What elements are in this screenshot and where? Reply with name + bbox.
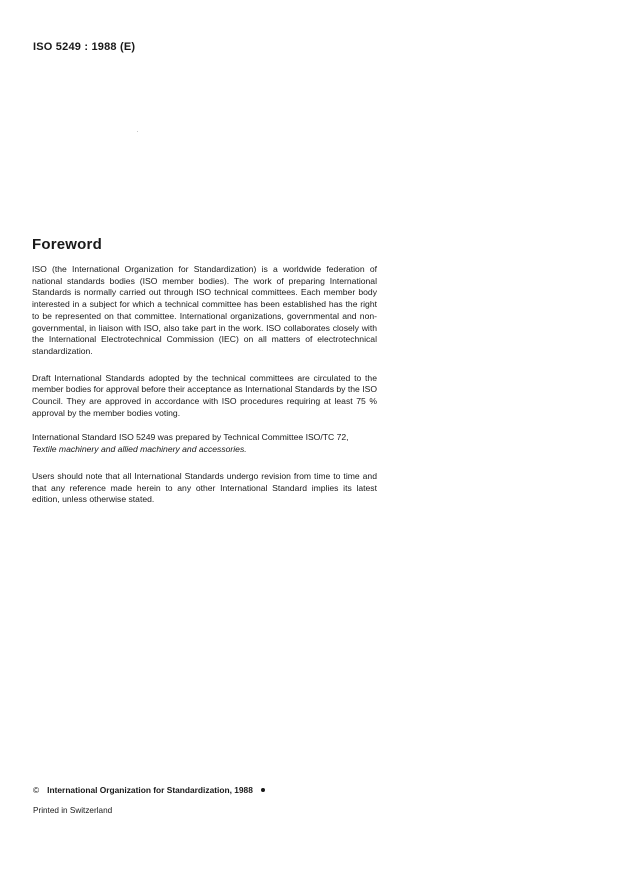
foreword-body (32, 264, 377, 521)
foreword-paragraph-4: Users should note that all International Standards undergo revision from time to time and that any reference made herein to any other International Standard implies its latest edition, unless otherwise stated. (32, 470, 377, 505)
printed-in: Printed in Switzerland (33, 806, 113, 815)
foreword-paragraph-2: Draft International Standards adopted by the technical committees are circulated to the member bodies for approval before their acceptance as International Standards by the ISO Council. They are approved in accordance with ISO procedures requiring at least 75 % approval by the member bodies voting. (32, 372, 377, 418)
scan-speck (137, 131, 138, 132)
foreword-paragraph-3 (32, 432, 377, 455)
copyright-icon: © (33, 785, 40, 795)
foreword-paragraph-1: ISO (the International Organization for Standardization) is a worldwide federation of national standards bodies (ISO member bodies). The work of preparing International Standards is normally carried out through ISO technical committees. Each member body interested in a subject for which a technical committee has been established has the right to be represented on that committee. International organizations, governmental and non-governmental, in liaison with ISO, also take part in the work. ISO collaborates closely with the International Electrotechnical Commission (IEC) on all matters of electrotechnical standardization. (32, 264, 377, 356)
committee-title: Textile machinery and allied machinery and accessories. (32, 444, 247, 455)
copyright-text: International Organization for Standardization, 1988 (47, 785, 253, 795)
foreword-heading: Foreword (32, 236, 102, 253)
bullet-icon (261, 788, 265, 792)
copyright-line (33, 785, 265, 795)
committee-statement: International Standard ISO 5249 was prepared by Technical Committee ISO/TC 72, (32, 432, 349, 443)
document-id: ISO 5249 : 1988 (E) (33, 41, 136, 53)
